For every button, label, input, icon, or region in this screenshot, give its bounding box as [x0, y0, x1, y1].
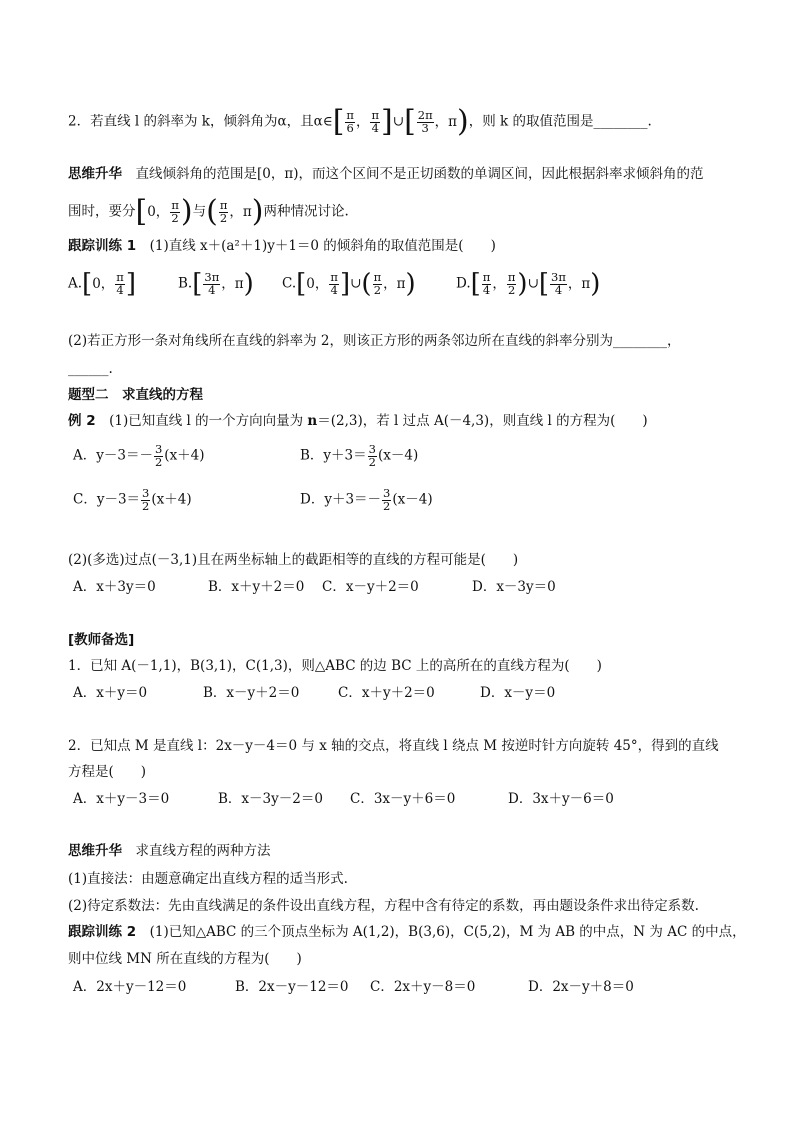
- training-2-q1-line-1: 跟踪训练 2 (1)已知△ABC 的三个顶点坐标为 A(1,2)，B(3,6)，C(5,2)，M 为 AB 的中点，N 为 AC 的中点，: [68, 924, 746, 940]
- example-2-q2: (2)(多选)过点(－3,1)且在两坐标轴上的截距相等的直线的方程可能是( ): [68, 552, 519, 568]
- teacher-q2-option-d: D．3x＋y－6＝0: [508, 791, 614, 807]
- training-1-q1: 跟踪训练 1 (1)直线 x＋(a²＋1)y＋1＝0 的倾斜角的取值范围是( ): [68, 238, 496, 254]
- think-2-line-2: (2)待定系数法：先由直线满足的条件设出直线方程，方程中含有待定的系数，再由题设条件求出待定系数.: [68, 898, 699, 914]
- vector-n: n: [307, 413, 318, 429]
- section-title: 题型二 求直线的方程: [68, 387, 203, 403]
- interval-b: ( $\frac{\pi}{2}$ ， π ): [206, 194, 264, 229]
- example-2-option-b: B．y＋3＝ $\frac{3}{2}$ (x－4): [300, 442, 419, 469]
- teacher-q1-option-d: D．x－y＝0: [480, 685, 556, 701]
- training-1-q2-line-1: (2)若正方形一条对角线所在直线的斜率为 2，则该正方形的两条邻边所在直线的斜率分别为________，: [68, 333, 681, 349]
- training-2-option-b: B．2x－y－12＝0: [235, 979, 349, 995]
- teacher-q1-option-a: A．x＋y＝0: [73, 685, 148, 701]
- teacher-q2-line-1: 2．已知点 M 是直线 l：2x－y－4＝0 与 x 轴的交点，将直线 l 绕点 M 按逆时针方向旋转 45°，得到的直线: [68, 738, 719, 754]
- training-2-q1-line-2: 则中位线 MN 所在直线的方程为( ): [68, 951, 302, 967]
- example-2-option-a: A．y－3＝－ $\frac{3}{2}$ (x＋4): [73, 442, 205, 469]
- example-2-q2-option-d: D．x－3y＝0: [472, 579, 556, 595]
- example-2-q2-option-a: A．x＋3y＝0: [73, 579, 156, 595]
- teacher-selection-title: [教师备选]: [68, 632, 135, 648]
- example-2-q2-option-b: B．x＋y＋2＝0: [208, 579, 305, 595]
- training-2-option-c: C．2x＋y－8＝0: [370, 979, 476, 995]
- option-a: A. [ 0， $\frac{\pi}{4}$ ]: [68, 269, 137, 299]
- option-b: B. [ $\frac{3\pi}{4}$ ， π ): [178, 269, 254, 299]
- think-2-header: 思维升华 求直线方程的两种方法: [68, 843, 271, 859]
- example-2-q2-option-c: C．x－y＋2＝0: [322, 579, 419, 595]
- option-c: C. [ 0， $\frac{\pi}{4}$ ] ∪ ( $\frac{\pi}{2}$ ， π ): [282, 269, 416, 299]
- think-2-line-1: (1)直接法：由题意确定出直线方程的适当形式.: [68, 871, 348, 887]
- teacher-q1-option-c: C．x＋y＋2＝0: [338, 685, 435, 701]
- interval-2: [ $\frac{2\pi}{3}$ ， π ): [404, 104, 469, 139]
- option-d: D. [ $\frac{\pi}{4}$ ， $\frac{\pi}{2}$ ) ∪ [ $\frac{3\pi}{4}$ ， π ): [456, 269, 601, 299]
- interval-1: [ $\frac{\pi}{6}$ ， $\frac{\pi}{4}$ ]: [332, 104, 393, 139]
- think-1-line-1: 思维升华 直线倾斜角的范围是[0，π)，而这个区间不是正切函数的单调区间，因此根据斜率求倾斜角的范: [68, 166, 704, 182]
- interval-a: [ 0， $\frac{\pi}{2}$ ): [135, 194, 193, 229]
- question-2: 2．若直线 l 的斜率为 k，倾斜角为α，且α∈ [ $\frac{\pi}{6}$ ， $\frac{\pi}{4}$ ] ∪ [ $\frac{2\pi}{3}$ ， π ) ，则 k 的取值范围是________.: [68, 104, 652, 139]
- training-2-option-d: D．2x－y＋8＝0: [528, 979, 634, 995]
- teacher-q2-line-2: 方程是( ): [68, 764, 147, 780]
- example-2-option-d: D．y＋3＝－ $\frac{3}{2}$ (x－4): [300, 486, 433, 513]
- example-2-option-c: C．y－3＝ $\frac{3}{2}$ (x＋4): [73, 486, 192, 513]
- teacher-q2-option-a: A．x＋y－3＝0: [73, 791, 170, 807]
- example-2-q1: 例 2 (1)已知直线 l 的一个方向向量为 n＝(2,3)，若 l 过点 A(－4,3)，则直线 l 的方程为( ): [68, 413, 648, 429]
- teacher-q1-option-b: B．x－y＋2＝0: [203, 685, 300, 701]
- teacher-q1: 1．已知 A(－1,1)，B(3,1)，C(1,3)，则△ABC 的边 BC 上的高所在的直线方程为( ): [68, 658, 602, 674]
- teacher-q2-option-c: C．3x－y＋6＝0: [350, 791, 456, 807]
- teacher-q2-option-b: B．x－3y－2＝0: [218, 791, 323, 807]
- training-1-q2-line-2: ______.: [68, 361, 113, 377]
- think-1-line-2: 围时，要分 [ 0， $\frac{\pi}{2}$ ) 与 ( $\frac{\pi}{2}$ ， π ) 两种情况讨论.: [68, 194, 349, 229]
- training-2-option-a: A．2x＋y－12＝0: [73, 979, 187, 995]
- think-label: 思维升华: [68, 166, 122, 182]
